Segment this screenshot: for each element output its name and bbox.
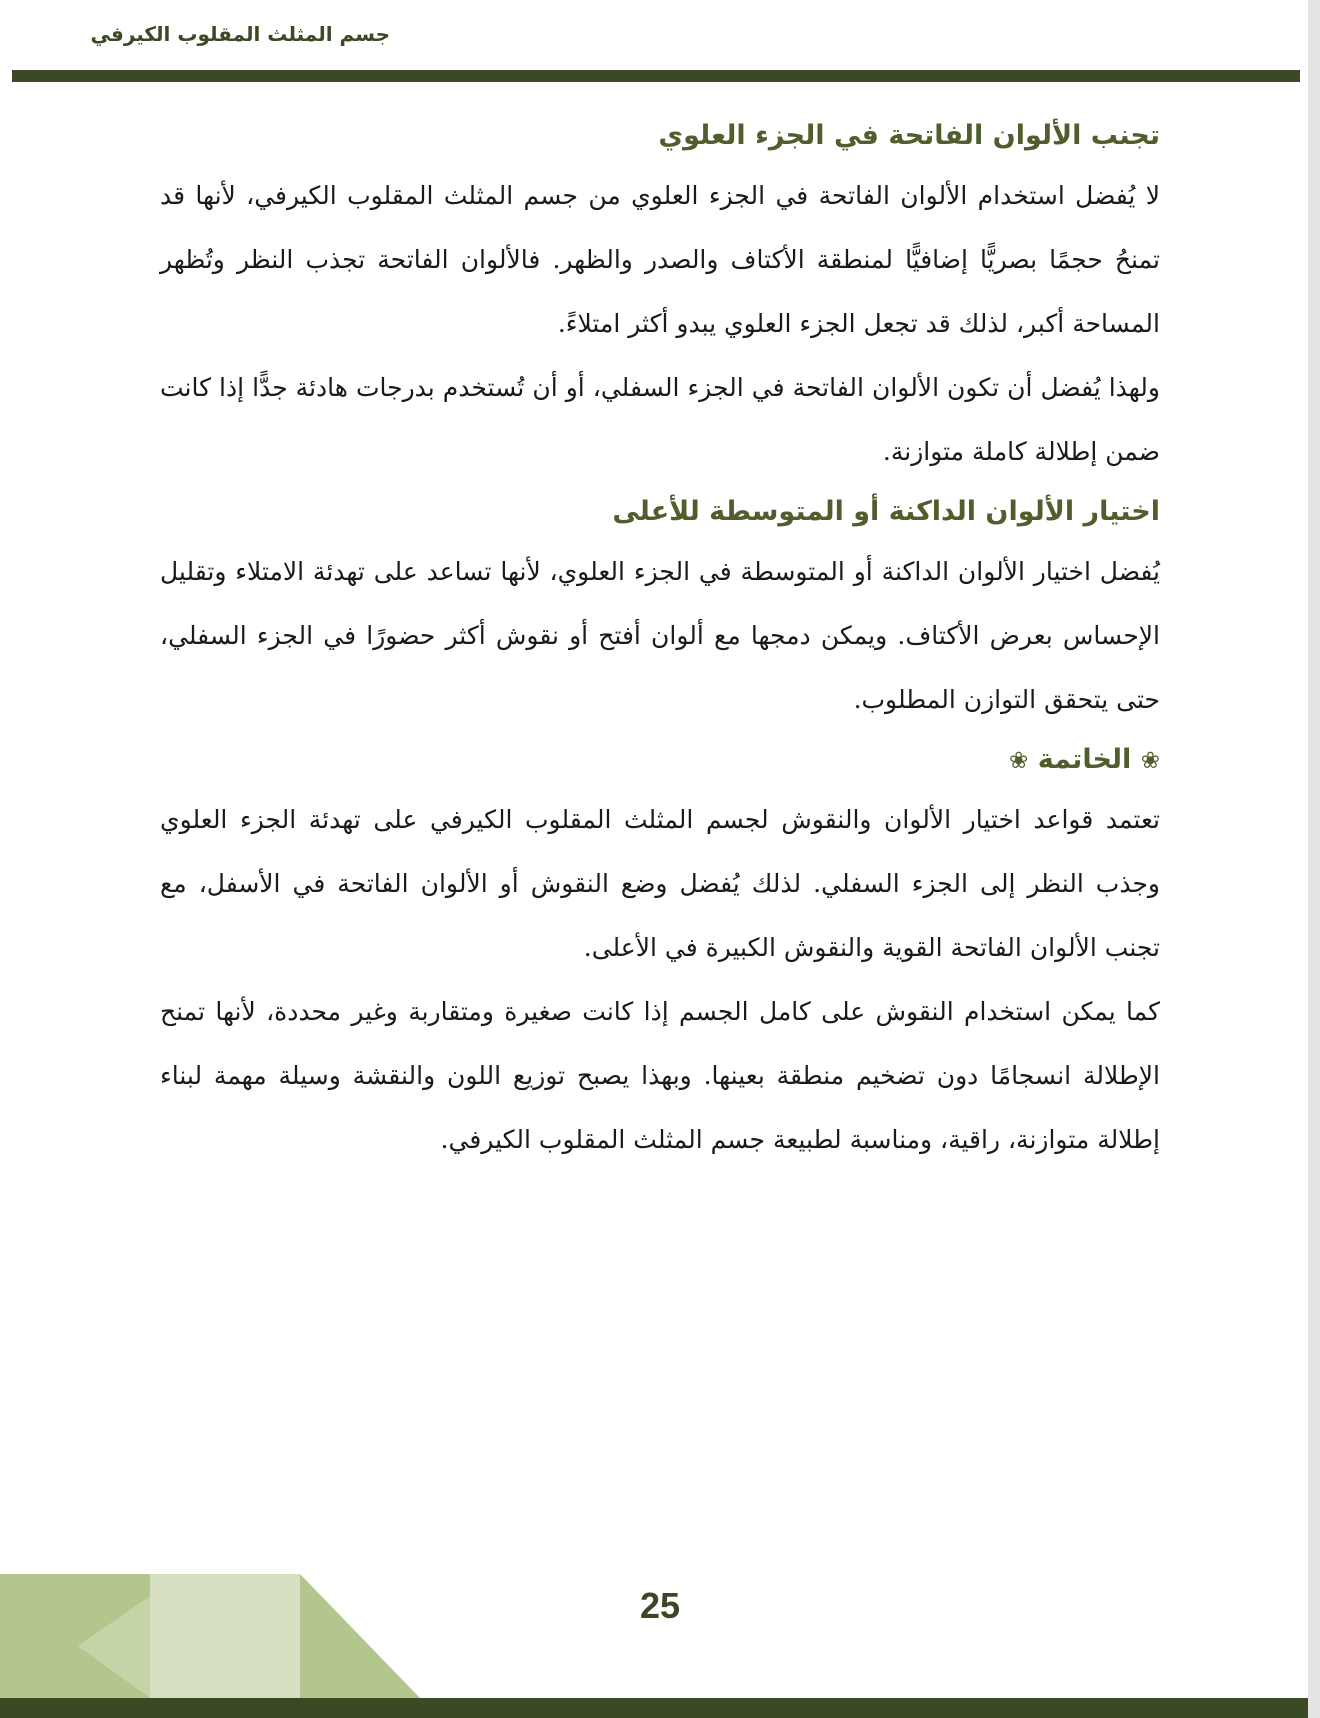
header-rule: [12, 70, 1300, 82]
paragraph: يُفضل اختيار الألوان الداكنة أو المتوسطة في الجزء العلوي، لأنها تساعد على تهدئة الامتلاء وتقليل الإحساس بعرض الأكتاف. ويمكن دمجها مع ألوان أفتح أو نقوش أكثر حضورًا في الجزء السفلي، حتى يتحقق التوازن المطلوب.: [160, 557, 1160, 714]
page-number: 25: [639, 1585, 681, 1626]
paragraph: كما يمكن استخدام النقوش على كامل الجسم إذا كانت صغيرة ومتقاربة وغير محددة، لأنها تمنح الإطلالة انسجامًا دون تضخيم منطقة بعينها. وبهذا يصبح توزيع اللون والنقشة وسيلة مهمة لبناء إطلالة متوازنة، راقية، ومناسبة لطبيعة جسم المثلث المقلوب الكيرفي.: [160, 997, 1160, 1154]
page-gutter: [1308, 0, 1320, 1718]
paragraph: ولهذا يُفضل أن تكون الألوان الفاتحة في الجزء السفلي، أو أن تُستخدم بدرجات هادئة جدًّا إذا كانت ضمن إطلالة كاملة متوازنة.: [160, 373, 1160, 466]
section-light-colors: [160, 108, 1160, 484]
paragraph: تعتمد قواعد اختيار الألوان والنقوش لجسم المثلث المقلوب الكيرفي على تهدئة الجزء العلوي وجذب النظر إلى الجزء السفلي. لذلك يُفضل وضع النقوش أو الألوان الفاتحة في الأسفل، مع تجنب الألوان الفاتحة القوية والنقوش الكبيرة في الأعلى.: [160, 805, 1160, 962]
conclusion-heading: [160, 732, 1160, 788]
paragraph: لا يُفضل استخدام الألوان الفاتحة في الجزء العلوي من جسم المثلث المقلوب الكيرفي، لأنها قد تمنحُ حجمًا بصريًّا إضافيًّا لمنطقة الأكتاف والصدر والظهر. فالألوان الفاتحة تجذب النظر وتُظهر المساحة أكبر، لذلك قد تجعل الجزء العلوي يبدو أكثر امتلاءً.: [160, 181, 1160, 338]
section-dark-colors: [160, 484, 1160, 732]
section-heading: تجنب الألوان الفاتحة في الجزء العلوي: [658, 120, 1160, 151]
section-conclusion: [160, 732, 1160, 1172]
section-heading: اختيار الألوان الداكنة أو المتوسطة للأعلى: [612, 496, 1160, 527]
flower-icon: ❀: [1140, 748, 1160, 774]
page-content: [160, 108, 1160, 1172]
conclusion-heading-text: الخاتمة: [1037, 744, 1132, 775]
running-title: جسم المثلث المقلوب الكيرفي: [90, 22, 390, 46]
flower-icon: ❀: [1009, 748, 1029, 774]
